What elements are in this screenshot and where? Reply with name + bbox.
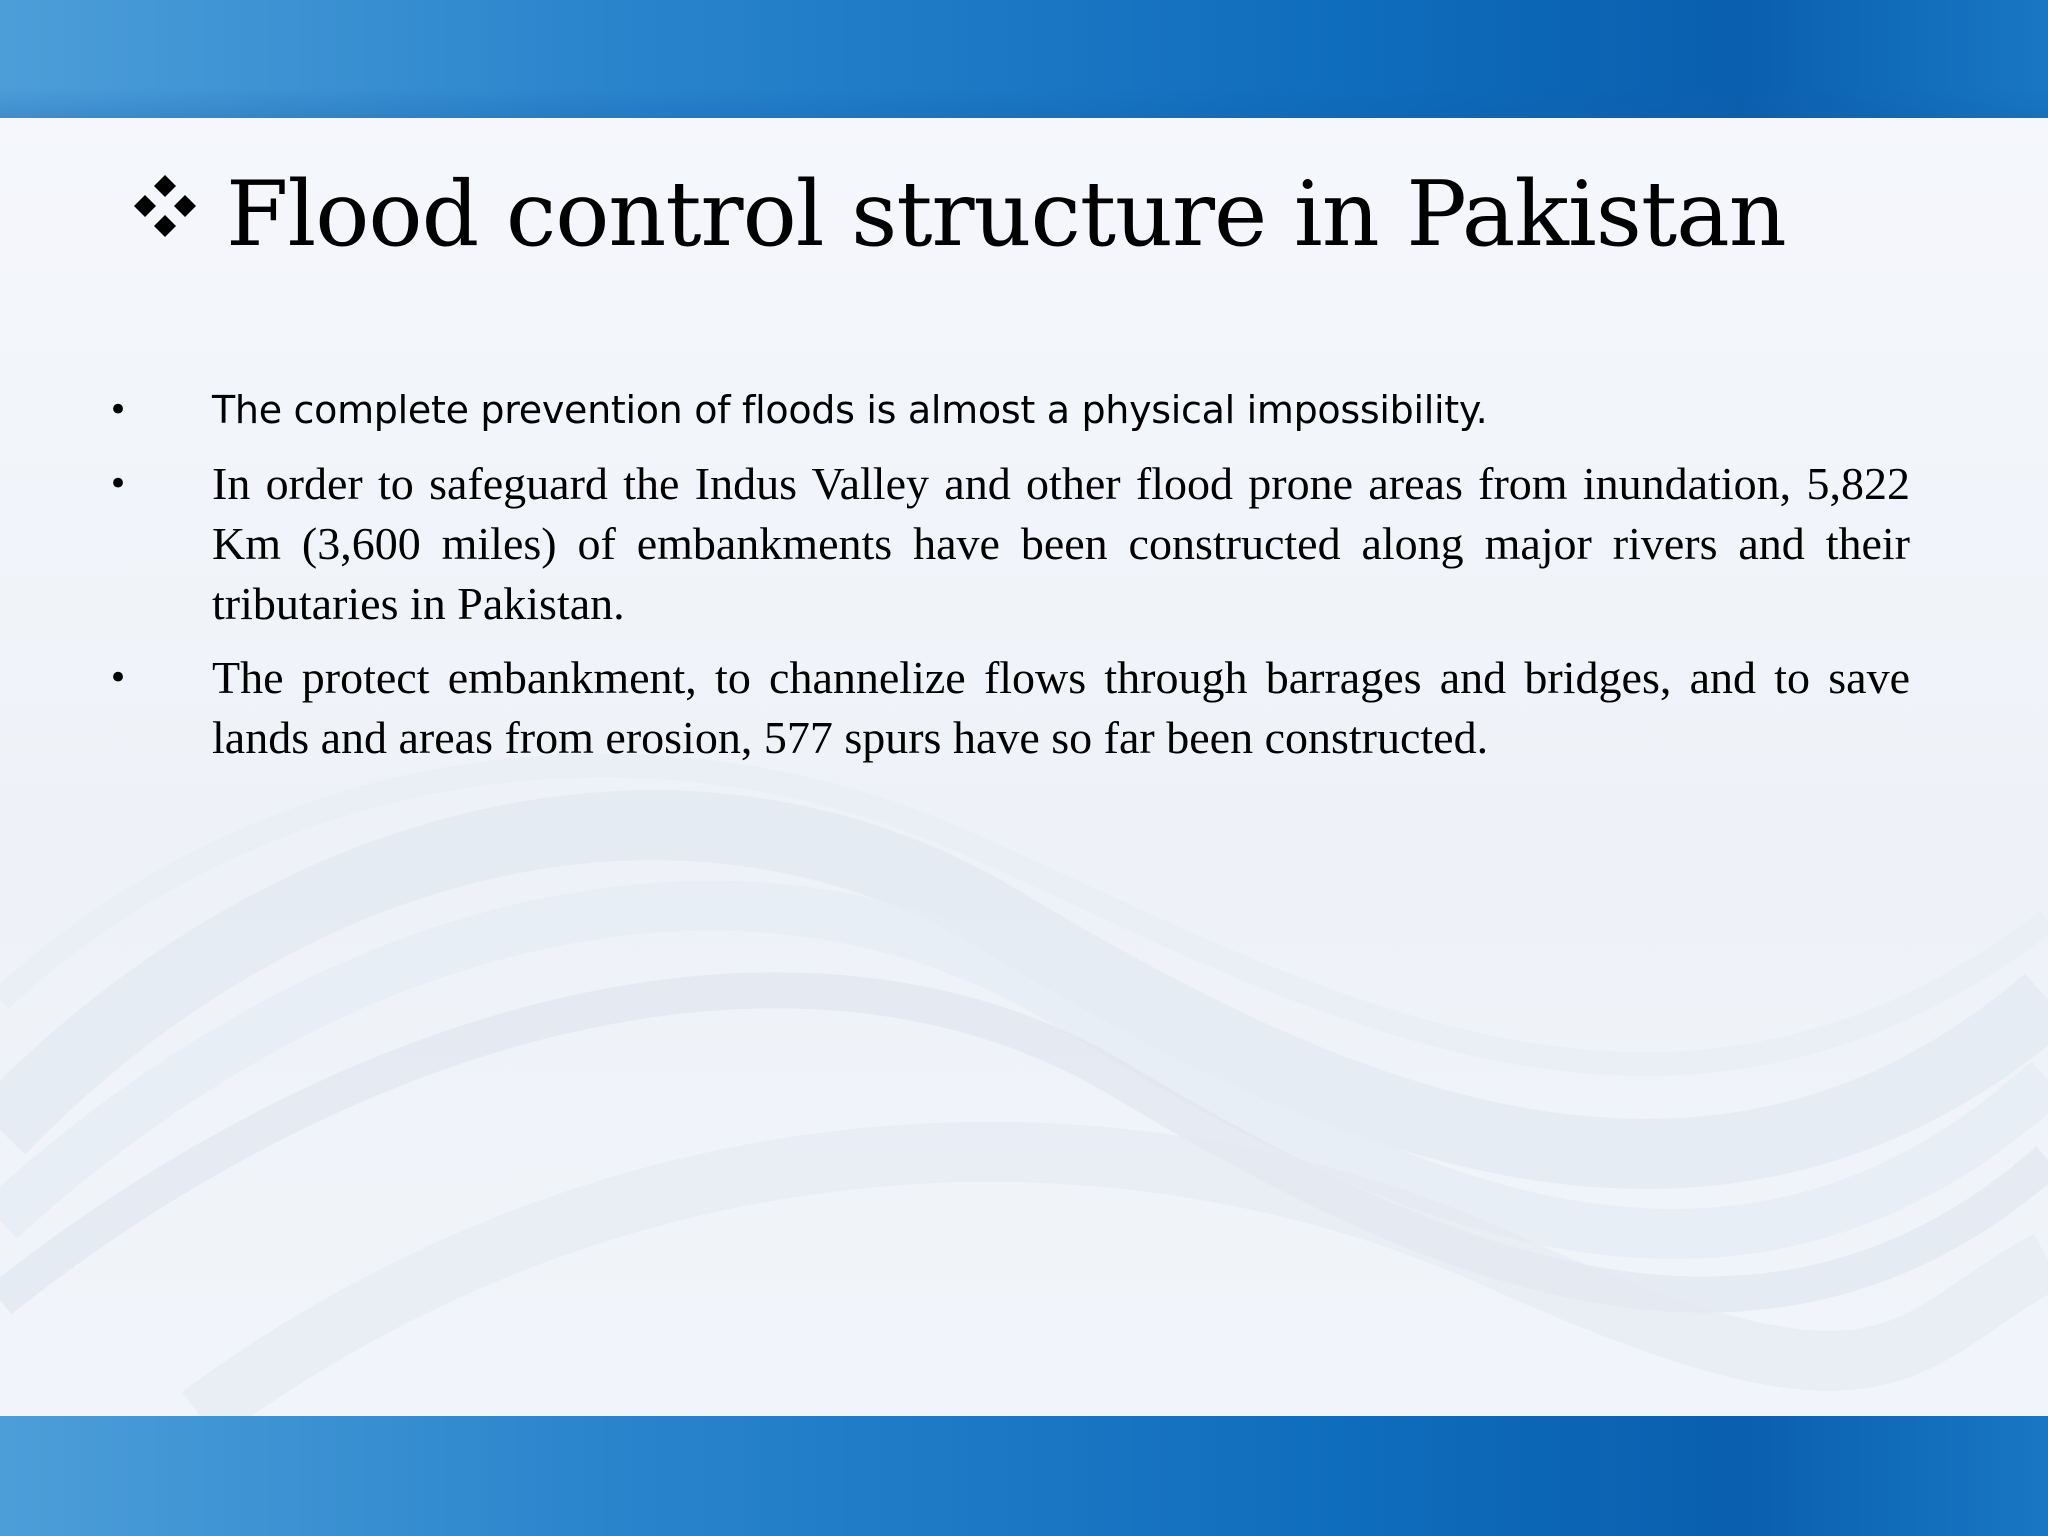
bullet-item-3 xyxy=(108,648,1910,768)
slide-title-row xyxy=(130,150,1786,280)
bullet-text-2: In order to safeguard the Indus Valley and other flood prone areas from inundation, 5,822 Km (3,600 miles) of embankments have been constructed along major rivers and their tributaries in Pakistan. xyxy=(212,458,1910,629)
background-waves-decoration xyxy=(0,700,2048,1416)
bottom-footer-band xyxy=(0,1416,2048,1536)
bullet-marker: • xyxy=(108,658,129,698)
top-header-band xyxy=(0,0,2048,118)
bullet-list xyxy=(108,380,1910,782)
bullet-item-2 xyxy=(108,454,1910,634)
slide-title: Flood control structure in Pakistan xyxy=(226,162,1786,267)
diamond-cluster-icon xyxy=(130,171,200,241)
bullet-item-1 xyxy=(108,380,1910,440)
bullet-marker: • xyxy=(108,390,129,430)
bullet-text-3: The protect embankment, to channelize flows through barrages and bridges, and to save lands and areas from erosion, 577 spurs have so far been constructed. xyxy=(212,652,1910,763)
bullet-marker: • xyxy=(108,464,129,504)
bullet-text-1: The complete prevention of floods is almost a physical impossibility. xyxy=(212,388,1488,432)
